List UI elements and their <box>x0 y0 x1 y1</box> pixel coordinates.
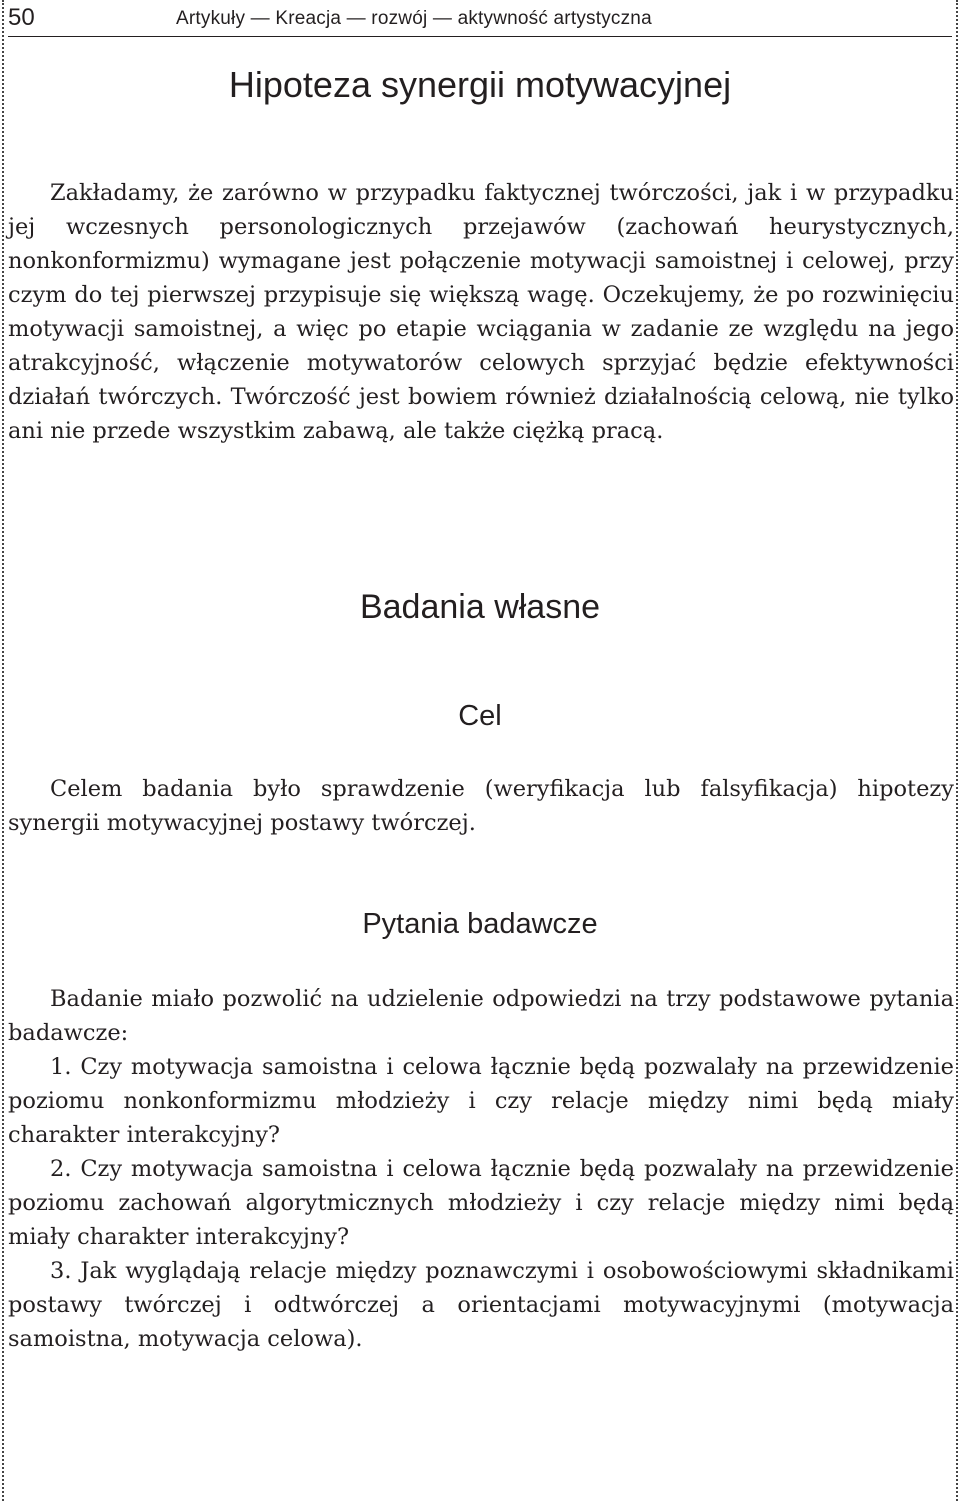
list-item <box>8 1254 954 1356</box>
questions-block <box>8 982 954 1356</box>
list-text: Czy motywacja samoistna i celowa łącznie będą pozwalały na przewidzenie poziomu zachowań algorytmicznych młodzieży i czy relacje między nimi będą miały charakter interakcyjny? <box>8 1156 955 1250</box>
goal-title: Cel <box>458 700 502 732</box>
questions-intro: Badanie miało pozwolić na udzielenie odpowiedzi na trzy podstawowe pytania badawcze: <box>8 986 954 1046</box>
list-text: Jak wyglądają relacje między poznawczymi i osobowościowymi składnikami postawy twórczej i odtwórczej a orientacjami motywacyjnymi (motywacja samoistna, motywacja celowa). <box>8 1258 955 1352</box>
left-margin-guide <box>2 0 4 1501</box>
list-number: 1. <box>50 1054 72 1080</box>
running-head: Artykuły — Kreacja — rozwój — aktywność artystyczna <box>176 8 652 29</box>
list-number: 2. <box>50 1156 72 1182</box>
list-text: Czy motywacja samoistna i celowa łącznie będą pozwalały na przewidzenie poziomu nonkonformizmu młodzieży i czy relacje między nimi będą miały charakter interakcyjny? <box>8 1054 955 1148</box>
hypothesis-title: Hipoteza synergii motywacyjnej <box>228 64 732 105</box>
page-number: 50 <box>8 4 35 31</box>
hypothesis-paragraph: Zakładamy, że zarówno w przypadku faktycznej twórczości, jak i w przypadku jej wczesnych personologicznych przejawów (zachowań heurystycznych, nonkonformizmu) wymagane jest połączenie motywacji samoistnej i celowej, przy czym do tej pierwszej przypisuje się większą wagę. Oczekujemy, że po rozwinięciu motywacji samoistnej, a więc po etapie wciągania w zadanie ze względu na jego atrakcyjność, włączenie motywatorów celowych sprzyjać będzie efektywności działań twórczych. Twórczość jest bowiem również działalnością celową, nie tylko ani nie przede wszystkim zabawą, ale także ciężką pracą. <box>8 180 954 444</box>
list-number: 3. <box>50 1258 72 1284</box>
goal-paragraph: Celem badania było sprawdzenie (weryfikacja lub falsyfikacja) hipotezy synergii motywacyjnej postawy twórczej. <box>8 776 954 836</box>
questions-title: Pytania badawcze <box>362 908 598 940</box>
list-item <box>8 1050 954 1152</box>
page-header <box>8 2 952 37</box>
right-margin-guide <box>956 0 958 1501</box>
list-item <box>8 1152 954 1254</box>
research-section-title: Badania własne <box>359 588 601 626</box>
